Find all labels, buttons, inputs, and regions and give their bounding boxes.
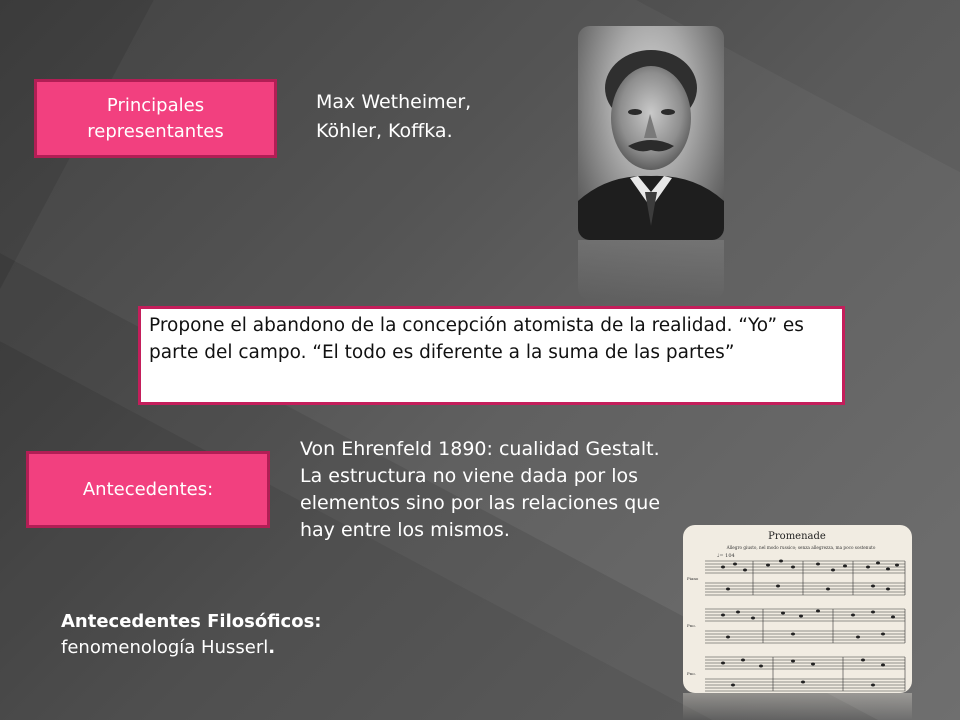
propuesta-box xyxy=(138,306,845,405)
antecedentes-line-2: La estructura no viene dada por los xyxy=(300,464,639,487)
sheet-music-reflection xyxy=(683,693,912,720)
score-tempo: ♩= 104 xyxy=(717,553,735,559)
filosoficos-line xyxy=(61,635,322,661)
representantes-line-1: Max Wetheimer, xyxy=(316,91,472,113)
filosoficos-text xyxy=(61,609,322,661)
portrait-reflection xyxy=(578,240,724,300)
score-subtitle: Allegro giusto, nel modo russico; senza allegrezza, ma poco sostenuto xyxy=(726,545,876,550)
antecedentes-line-4: hay entre los mismos. xyxy=(300,518,510,541)
representantes-line-2: Köhler, Koffka. xyxy=(316,119,453,142)
portrait-photo xyxy=(578,26,724,240)
staff-system-3 xyxy=(705,657,905,691)
portrait-illustration xyxy=(578,26,724,240)
score-title: Promenade xyxy=(768,531,826,542)
score-part-labels xyxy=(687,576,699,676)
propuesta-text: Propone el abandono de la concepción atomista de la realidad. “Yo” es parte del campo. “El todo es diferente a la suma de las partes” xyxy=(149,315,804,363)
score-label-3: Pno. xyxy=(687,671,696,676)
filosoficos-period: . xyxy=(268,637,276,659)
filosoficos-title: Antecedentes Filosóficos: xyxy=(61,611,322,632)
score-label-1: Piano xyxy=(687,576,699,581)
sheet-music-image xyxy=(683,525,912,693)
score-notes xyxy=(721,560,899,687)
antecedentes-text xyxy=(300,436,660,544)
sheet-music-illustration xyxy=(683,525,912,693)
antecedentes-box-label: Antecedentes: xyxy=(82,478,214,500)
score-staves xyxy=(705,561,905,691)
representantes-box xyxy=(34,79,277,158)
filosoficos-body: fenomenología Husserl xyxy=(61,637,269,659)
antecedentes-line-1: Von Ehrenfeld 1890: cualidad Gestalt. xyxy=(300,438,660,460)
representantes-box-label: Principales representantes xyxy=(87,95,224,142)
staff-system-2 xyxy=(705,609,905,643)
staff-system-1 xyxy=(705,561,905,595)
antecedentes-box xyxy=(26,451,270,528)
representantes-text xyxy=(316,88,471,145)
antecedentes-line-3: elementos sino por las relaciones que xyxy=(300,491,661,514)
score-label-2: Pno. xyxy=(687,623,696,628)
